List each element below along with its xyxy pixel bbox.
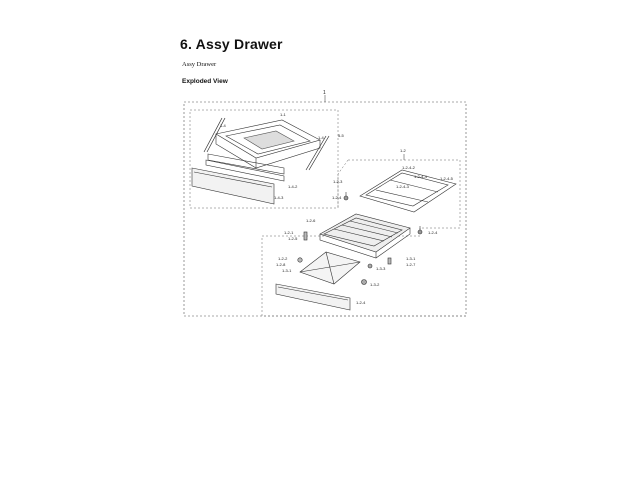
callout-1-2-4-top: 1-2-4 (332, 195, 342, 200)
callout-1-2-4-5: 1-2-4-5 (440, 176, 453, 181)
callout-1-2-7: 1-2-7 (406, 262, 416, 267)
callout-1-4-left: 1-4 (220, 123, 226, 128)
callout-5-5: 5-5 (338, 133, 344, 138)
callout-1-3-1: 1-3-1 (406, 256, 416, 261)
callout-1-2-4-lower: 1-2-4 (356, 300, 366, 305)
callout-1-3-2: 1-3-2 (370, 282, 380, 287)
callout-1-2-6: 1-2-6 (306, 218, 316, 223)
callout-1-2-2: 1-2-2 (278, 256, 288, 261)
callout-1-3-3: 1-3-3 (376, 266, 386, 271)
callout-main: 1 (323, 90, 326, 96)
callout-1-2-4-4: 1-2-4-4 (414, 174, 427, 179)
assy-subtitle: Assy Drawer (182, 61, 217, 68)
callout-1-2-3: 1-2-3 (333, 179, 343, 184)
callout-1-2-5: 1-2-5 (288, 236, 298, 241)
callout-1-2-8: 1-2-8 (276, 262, 286, 267)
callout-1-4-right: 1-4 (318, 135, 324, 140)
exploded-view-diagram (170, 88, 480, 320)
drawer-frame-part (216, 120, 320, 168)
callout-1-2-1: 1-2-1 (284, 230, 294, 235)
drawer-basket-part (320, 214, 410, 258)
callout-1-2-4-3: 1-2-4-3 (396, 184, 409, 189)
section-heading: Exploded View (182, 78, 228, 85)
page-title: 6. Assy Drawer (180, 36, 283, 52)
outer-frame (184, 102, 466, 316)
lower-front-panel-part (276, 284, 350, 310)
callout-1-2-4-screw: 1-2-4 (428, 230, 438, 235)
callout-1-2: 1-2 (400, 148, 406, 153)
callout-1-1: 1-1 (280, 112, 286, 117)
callout-1-3-1-lower: 1-3-1 (282, 268, 292, 273)
callout-1-4-3: 1-4-3 (274, 195, 284, 200)
front-panel-part (192, 168, 274, 204)
callout-1-2-4-2: 1-2-4-2 (402, 165, 415, 170)
callout-1-4-2: 1-4-2 (288, 184, 298, 189)
tray-plate-part (300, 252, 360, 284)
